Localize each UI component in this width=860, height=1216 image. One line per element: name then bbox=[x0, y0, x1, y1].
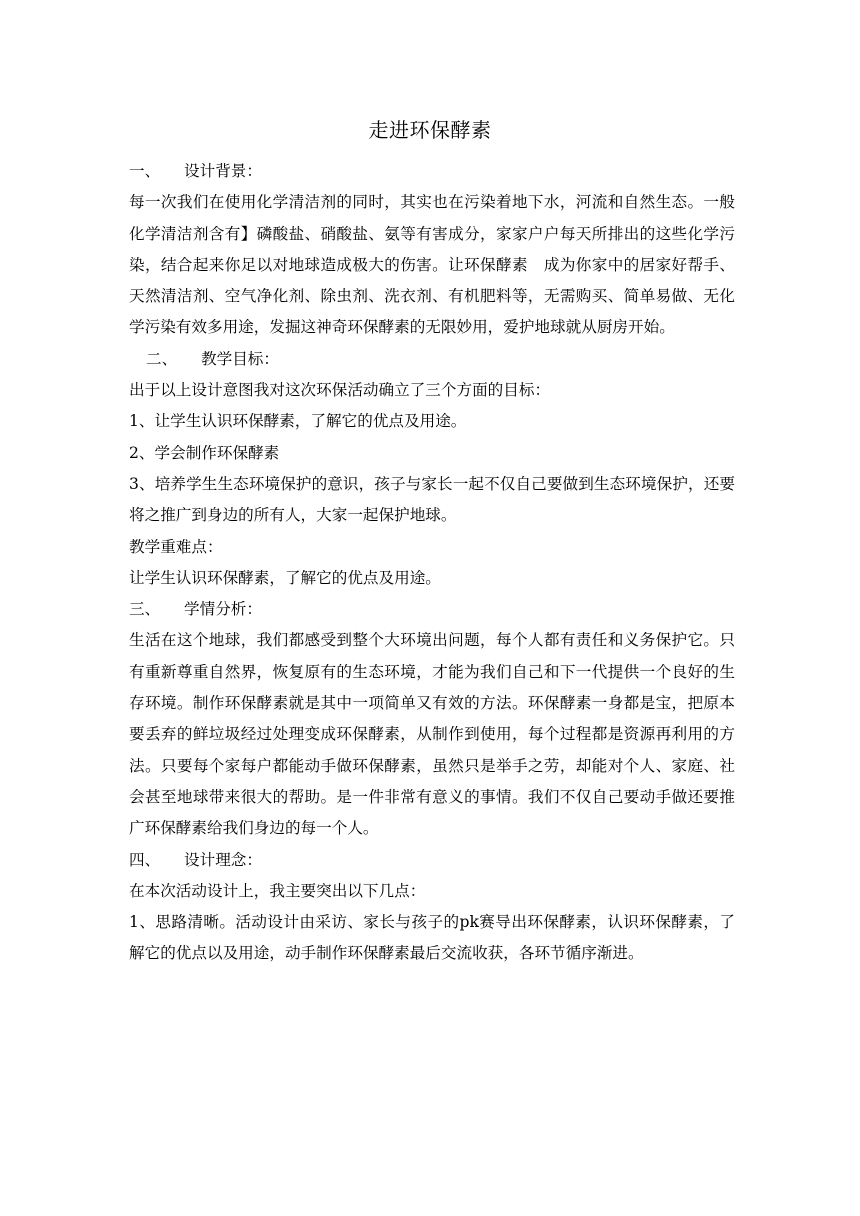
paragraph-key-points: 让学生认识环保酵素，了解它的优点及用途。 bbox=[129, 568, 441, 587]
paragraph-philosophy-intro: 在本次活动设计上，我主要突出以下几点： bbox=[129, 881, 426, 900]
paragraph-key-points-label: 教学重难点： bbox=[129, 537, 223, 556]
section-title: 设计理念： bbox=[184, 850, 262, 869]
paragraph-analysis: 生活在这个地球，我们都感受到整个大环境出问题，每个人都有责任和义务保护它。只有重新尊重自然界，恢复原有的生态环境，才能为我们自己和下一代提供一个良好的生存环境。制作环保酵素就是其中一项简单又有效的方法。环保酵素一身都是宝，把原本要丢弃的鲜垃圾经过处理变成环保酵素，从制作到使用，每个过程都是资源再利用的方法。只要每个家每户都能动手做环保酵素，虽然只是举手之劳，却能对个人、家庭、社会甚至地球带来很大的帮助。是一件非常有意义的事情。我们不仅自己要动手做还要推广环保酵素给我们身边的每一个人。 bbox=[129, 631, 735, 838]
section-number: 三、 bbox=[129, 600, 161, 619]
section-heading-objectives bbox=[129, 344, 735, 375]
paragraph-background: 每一次我们在使用化学清洁剂的同时，其实也在污染着地下水，河流和自然生态。一般化学清洁剂含有】磷酸盐、硝酸盐、氨等有害成分，家家户户每天所排出的这些化学污染，结合起来你足以对地球造成极大的伤害。让环保酵素 成为你家中的居家好帮手、天然清洁剂、空气净化剂、除虫剂、洗衣剂、有机肥料等，无需购买、简单易做、无化学污染有效多用途，发掘这神奇环保酵素的无限妙用，爱护地球就从厨房开始。 bbox=[129, 193, 735, 337]
list-item-objective-1: 1、让学生认识环保酵素，了解它的优点及用途。 bbox=[129, 412, 467, 431]
list-item-objective-2: 2、学会制作环保酵素 bbox=[129, 443, 280, 462]
section-heading-analysis bbox=[129, 594, 735, 625]
section-number: 四、 bbox=[129, 850, 161, 869]
section-heading-philosophy bbox=[129, 845, 735, 876]
section-number: 一、 bbox=[129, 162, 161, 180]
document-body bbox=[129, 156, 735, 970]
section-title: 设计背景： bbox=[184, 162, 262, 180]
paragraph-objectives-intro: 出于以上设计意图我对这次环保活动确立了三个方面的目标： bbox=[129, 381, 551, 400]
document-title: 走进环保酵素 bbox=[368, 118, 492, 142]
section-title: 学情分析： bbox=[184, 600, 262, 619]
list-item-philosophy-1: 1、思路清晰。活动设计由采访、家长与孩子的pk赛导出环保酵素，认识环保酵素，了解它的优点以及用途，动手制作环保酵素最后交流收获，各环节循序渐进。 bbox=[129, 913, 735, 963]
section-heading-background bbox=[129, 156, 735, 187]
section-title: 教学目标： bbox=[201, 349, 279, 368]
list-item-objective-3: 3、培养学生生态环境保护的意识，孩子与家长一起不仅自己要做到生态环境保护，还要将之推广到身边的所有人，大家一起保护地球。 bbox=[129, 474, 735, 525]
section-number: 二、 bbox=[146, 349, 178, 368]
